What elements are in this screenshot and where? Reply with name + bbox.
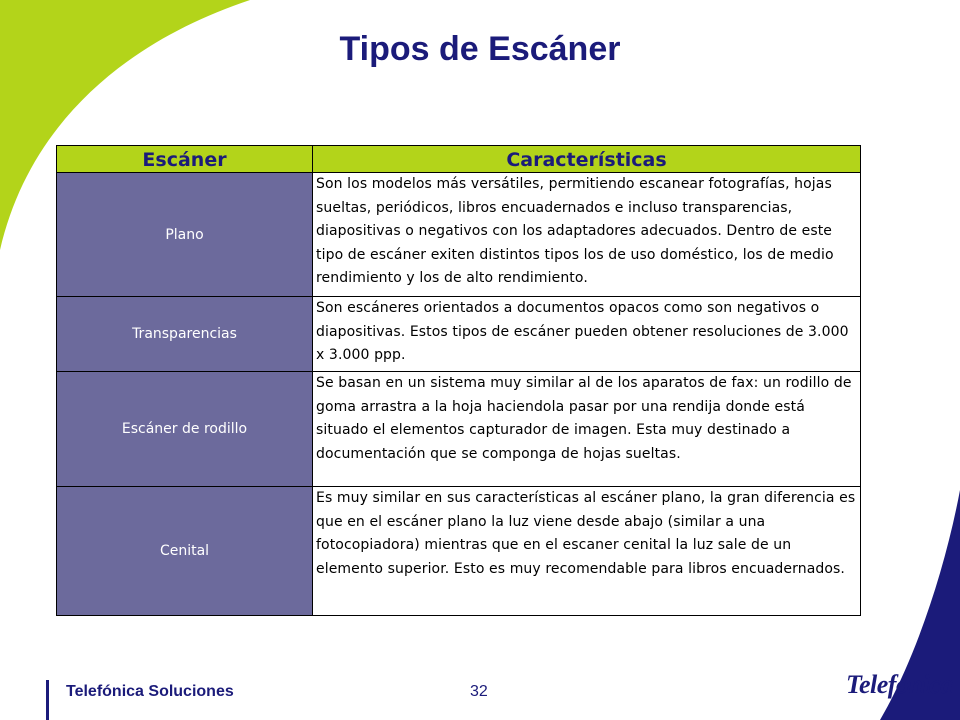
table-row — [57, 487, 861, 616]
row-name-rodillo: Escáner de rodillo — [57, 372, 313, 487]
header-characteristics: Características — [313, 146, 861, 173]
table-row — [57, 173, 861, 297]
row-description-rodillo: Se basan en un sistema muy similar al de los aparatos de fax: un rodillo de goma arrastra a la hoja haciendola pasar por una rendija donde está situado el elementos capturador de imagen. Esta muy destinado a documentación que se componga de hojas sueltas. — [313, 372, 861, 487]
row-description-plano: Son los modelos más versátiles, permitiendo escanear fotografías, hojas sueltas, periódicos, libros encuadernados e incluso transparencias, diapositivas o negativos con los adaptadores adecuados. Dentro de este tipo de escáner exiten distintos tipos los de uso doméstico, los de medio rendimiento y los de alto rendimiento. — [313, 173, 861, 297]
row-description-transparencias: Son escáneres orientados a documentos opacos como son negativos o diapositivas. Estos tipos de escáner pueden obtener resoluciones de 3.000 x 3.000 ppp. — [313, 297, 861, 372]
row-name-cenital: Cenital — [57, 487, 313, 616]
table-row — [57, 297, 861, 372]
footer-company: Telefónica Soluciones — [66, 683, 234, 700]
table-row — [57, 372, 861, 487]
scanner-types-table — [56, 145, 861, 616]
row-name-transparencias: Transparencias — [57, 297, 313, 372]
header-scanner: Escáner — [57, 146, 313, 173]
page-number: 32 — [470, 683, 488, 700]
table-header-row — [57, 146, 861, 173]
footer-divider-bar — [46, 680, 49, 720]
row-name-plano: Plano — [57, 173, 313, 297]
slide-title: Tipos de Escáner — [339, 30, 621, 68]
telefonica-logo: Telefónica — [846, 670, 953, 699]
row-description-cenital: Es muy similar en sus características al escáner plano, la gran diferencia es que en el escáner plano la luz viene desde abajo (similar a una fotocopiadora) mientras que en el escaner cenital la luz sale de un elemento superior. Esto es muy recomendable para libros encuadernados. — [313, 487, 861, 616]
